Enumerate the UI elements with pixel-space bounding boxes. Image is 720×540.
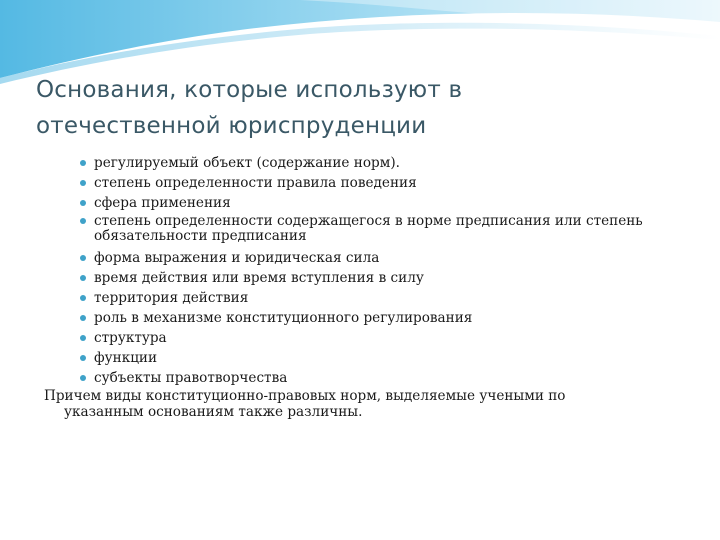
closing-note-line-1: Причем виды конституционно-правовых норм, выделяемые учеными по: [44, 388, 566, 404]
list-item: [40, 368, 680, 388]
list-item: [40, 328, 680, 348]
list-item-text: степень определенности правила поведения: [94, 175, 417, 191]
list-item-text: функции: [94, 350, 158, 366]
list-item: [40, 193, 680, 213]
bullet-dot-icon: [80, 255, 86, 261]
list-item: [40, 153, 680, 173]
bullet-list: [40, 153, 680, 388]
list-item: [40, 348, 680, 368]
bullet-dot-icon: [80, 218, 86, 224]
list-item: [40, 173, 680, 193]
list-item: [40, 308, 680, 328]
slide-title-line-2: отечественной юриспруденции: [36, 113, 427, 139]
bullet-dot-icon: [80, 315, 86, 321]
bullet-dot-icon: [80, 200, 86, 206]
slide-title: [36, 72, 676, 144]
slide-title-line-1: Основания, которые используют в: [36, 77, 463, 103]
list-item: [40, 248, 680, 268]
bullet-dot-icon: [80, 180, 86, 186]
bullet-dot-icon: [80, 275, 86, 281]
list-item-text: структура: [94, 330, 167, 346]
list-item-text: регулируемый объект (содержание норм).: [94, 155, 400, 171]
bullet-dot-icon: [80, 355, 86, 361]
closing-note: [40, 388, 680, 420]
closing-note-line-2: указанным основаниям также различны.: [64, 404, 363, 420]
list-item-text: субъекты правотворчества: [94, 370, 288, 386]
bullet-dot-icon: [80, 160, 86, 166]
slide-content: [40, 153, 680, 420]
bullet-dot-icon: [80, 375, 86, 381]
list-item-text: форма выражения и юридическая сила: [94, 250, 380, 266]
list-item-text: территория действия: [94, 290, 249, 306]
list-item: [40, 268, 680, 288]
list-item-text: роль в механизме конституционного регулирования: [94, 310, 473, 326]
list-item-text: время действия или время вступления в силу: [94, 270, 424, 286]
bullet-dot-icon: [80, 335, 86, 341]
list-item-text: сфера применения: [94, 195, 231, 211]
bullet-dot-icon: [80, 295, 86, 301]
list-item: [40, 213, 680, 248]
list-item-text: степень определенности содержащегося в норме предписания или степень обязательности предписания: [94, 213, 643, 244]
list-item: [40, 288, 680, 308]
